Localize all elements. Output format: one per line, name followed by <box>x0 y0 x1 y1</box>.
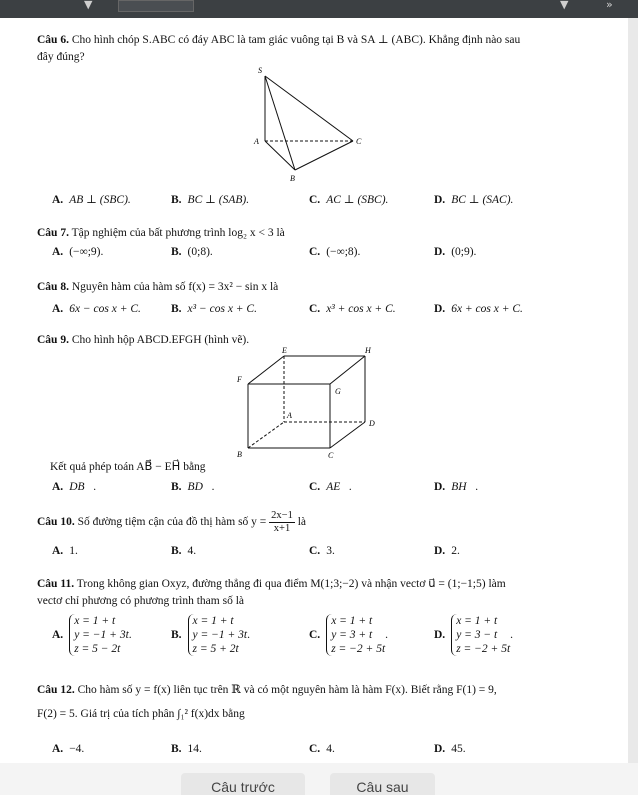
question-8 <box>37 279 582 296</box>
question-12-text-line2: F(2) = 5. Giá trị của tích phân ∫₁² f(x)dx bằng <box>37 708 245 720</box>
question-11-text: Trong không gian Oxyz, đường thẳng đi qua điểm M(1;3;−2) và nhận vectơ u⃗ = (1;−1;5) làm <box>76 578 506 590</box>
question-9-text-line2: Kết quả phép toán AB⃗ − EH⃗ bằng <box>50 461 206 473</box>
question-12-label: Câu 12. <box>37 684 75 696</box>
question-10 <box>37 510 582 535</box>
option-d[interactable]: D. 45. <box>434 743 466 755</box>
equation-system: x = 1 + t y = 3 − t z = −2 + 5t <box>451 614 510 656</box>
option-a[interactable]: A. AB ⊥ (SBC). <box>52 194 131 206</box>
question-6-label: Câu 6. <box>37 34 69 46</box>
option-b[interactable]: B. BD⃗. <box>171 481 215 493</box>
pyramid-figure <box>250 66 365 186</box>
question-10-label: Câu 10. <box>37 516 75 529</box>
option-d[interactable]: D. (0;9). <box>434 246 477 258</box>
prev-question-button[interactable]: Câu trước <box>181 773 305 795</box>
question-6-text: Cho hình chóp S.ABC có đáy ABC là tam giác vuông tại B và SA ⊥ (ABC). Khẳng định nào sau <box>71 34 521 46</box>
double-chevron-right-icon[interactable]: » <box>606 0 613 11</box>
question-7-text: Tập nghiệm của bất phương trình log₂ x < 3 là <box>71 227 285 239</box>
question-8-options <box>52 303 638 321</box>
option-c[interactable]: C. 4. <box>309 743 335 755</box>
vertex-f: F <box>237 375 242 384</box>
vertex-g: G <box>335 387 341 396</box>
question-6-options <box>52 192 638 210</box>
question-7-label: Câu 7. <box>37 227 69 239</box>
chevron-down-icon[interactable]: ▼ <box>84 0 93 11</box>
question-10-options <box>52 545 638 563</box>
question-12-text: Cho hàm số y = f(x) liên tục trên ℝ và có một nguyên hàm là hàm F(x). Biết rằng F(1) = 9, <box>77 684 497 696</box>
option-b[interactable]: B. 4. <box>171 545 197 557</box>
question-11-stem <box>37 576 582 593</box>
vertex-b: B <box>237 450 242 459</box>
vertex-e: E <box>282 346 287 355</box>
option-c[interactable]: C. AC ⊥ (SBC). <box>309 194 389 206</box>
vertex-d: D <box>369 419 375 428</box>
box-figure <box>232 346 382 461</box>
question-6-text-line2: đây đúng? <box>37 51 85 63</box>
question-7 <box>37 225 582 242</box>
option-b[interactable]: B. 14. <box>171 743 202 755</box>
question-12-stem <box>37 682 582 699</box>
option-b[interactable]: B. x = 1 + t y = −1 + 3t z = 5 + 2t . <box>171 615 251 655</box>
next-question-button[interactable]: Câu sau <box>330 773 435 795</box>
top-toolbar <box>0 0 638 18</box>
vertex-a: A <box>254 137 259 146</box>
question-10-text-post: là <box>297 516 307 529</box>
document-page <box>0 18 628 763</box>
equation-system: x = 1 + t y = 3 + t z = −2 + 5t <box>326 614 385 656</box>
bottom-nav <box>0 763 638 795</box>
option-a[interactable]: A. (−∞;9). <box>52 246 104 258</box>
question-11 <box>37 576 582 610</box>
vertex-b: B <box>290 174 295 183</box>
option-c[interactable]: C. AE⃗. <box>309 481 353 493</box>
option-a[interactable]: A. x = 1 + t y = −1 + 3t z = 5 − 2t . <box>52 615 132 655</box>
option-d[interactable]: D. 6x + cos x + C. <box>434 303 523 315</box>
question-11-label: Câu 11. <box>37 578 75 590</box>
download-icon[interactable]: ▼ <box>560 0 569 11</box>
equation-system: x = 1 + t y = −1 + 3t z = 5 − 2t <box>69 614 129 656</box>
option-d[interactable]: D. BC ⊥ (SAC). <box>434 194 514 206</box>
option-a[interactable]: A. −4. <box>52 743 85 755</box>
vertex-a: A <box>287 411 292 420</box>
numerator: 2x−1 <box>271 510 293 521</box>
equation-system: x = 1 + t y = −1 + 3t z = 5 + 2t <box>188 614 248 656</box>
vertex-c: C <box>356 137 362 146</box>
question-12-options <box>52 743 638 761</box>
option-d[interactable]: D. x = 1 + t y = 3 − t z = −2 + 5t . <box>434 615 514 655</box>
question-10-text-pre: Số đường tiệm cận của đồ thị hàm số y = <box>77 516 267 529</box>
question-8-label: Câu 8. <box>37 281 69 293</box>
question-7-options <box>52 246 638 264</box>
question-9-label: Câu 9. <box>37 334 69 346</box>
question-11-text-line2: vectơ chỉ phương có phương trình tham số là <box>37 595 245 607</box>
question-9-options <box>52 481 638 499</box>
option-a[interactable]: A. 6x − cos x + C. <box>52 303 141 315</box>
vertex-h: H <box>365 346 371 355</box>
fraction <box>269 510 295 535</box>
question-6 <box>37 32 582 66</box>
option-a[interactable]: A. DB⃗. <box>52 481 97 493</box>
vertex-s: S <box>258 66 262 75</box>
option-d[interactable]: D. 2. <box>434 545 460 557</box>
option-c[interactable]: C. x = 1 + t y = 3 + t z = −2 + 5t . <box>309 615 389 655</box>
question-9-text: Cho hình hộp ABCD.EFGH (hình vẽ). <box>71 334 250 346</box>
option-c[interactable]: C. (−∞;8). <box>309 246 361 258</box>
option-b[interactable]: B. x³ − cos x + C. <box>171 303 257 315</box>
option-c[interactable]: C. 3. <box>309 545 335 557</box>
option-a[interactable]: A. 1. <box>52 545 78 557</box>
vertex-c: C <box>328 451 334 460</box>
option-d[interactable]: D. BH⃗. <box>434 481 479 493</box>
question-11-options <box>52 614 638 664</box>
question-12 <box>37 682 582 723</box>
option-c[interactable]: C. x³ + cos x + C. <box>309 303 396 315</box>
option-b[interactable]: B. (0;8). <box>171 246 213 258</box>
question-8-text: Nguyên hàm của hàm số f(x) = 3x² − sin x là <box>71 281 279 293</box>
denominator: x+1 <box>273 523 291 534</box>
toolbar-field[interactable] <box>118 0 194 12</box>
question-6-stem <box>37 32 582 49</box>
option-b[interactable]: B. BC ⊥ (SAB). <box>171 194 250 206</box>
